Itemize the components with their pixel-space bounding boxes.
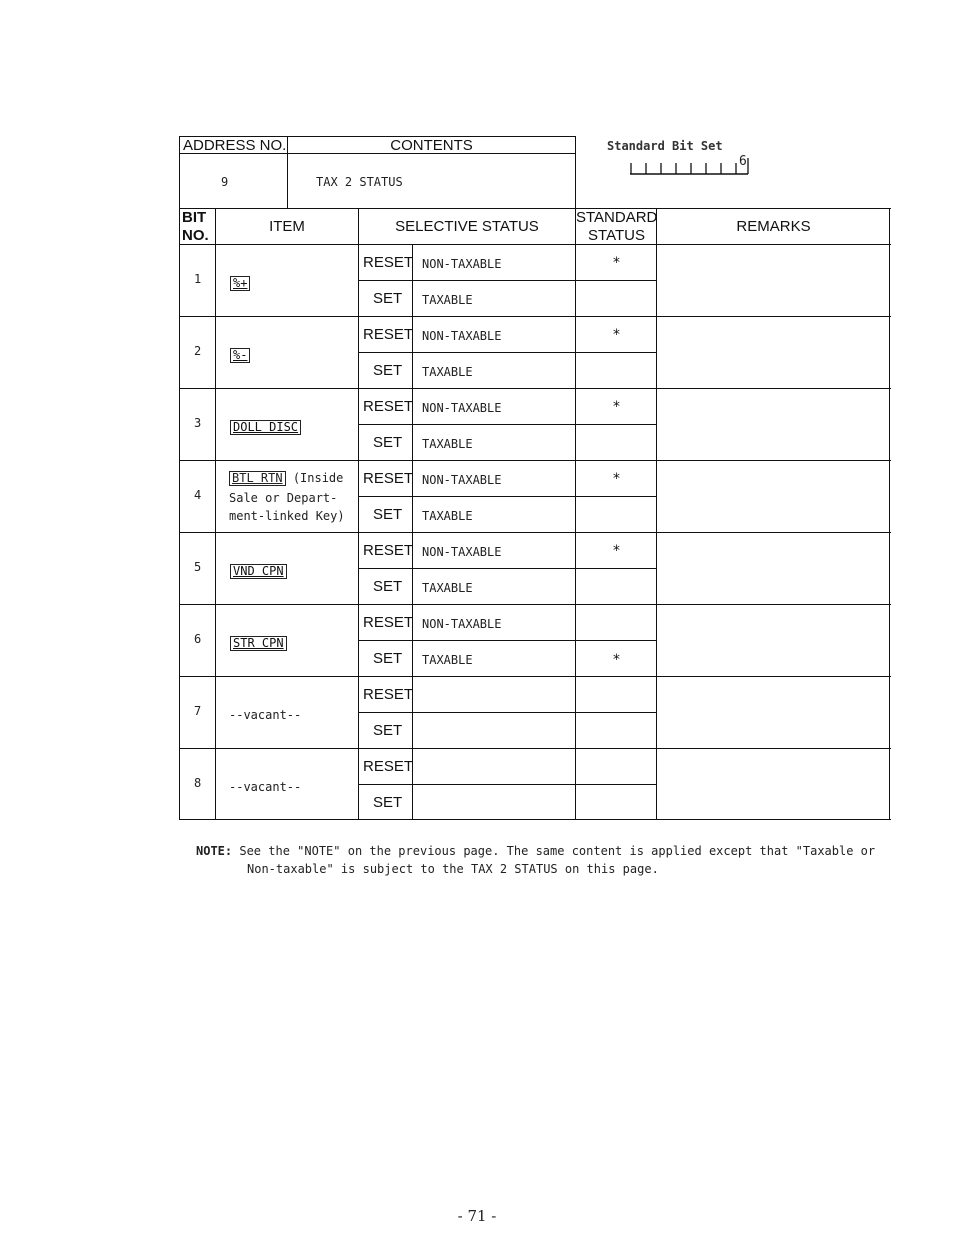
reset-description: NON-TAXABLE bbox=[422, 545, 502, 559]
set-description: TAXABLE bbox=[422, 365, 473, 379]
row-divider bbox=[179, 316, 891, 317]
set-description: TAXABLE bbox=[422, 581, 473, 595]
set-label: SET bbox=[373, 578, 403, 595]
reset-set-divider bbox=[358, 784, 656, 785]
header-box-right-border bbox=[575, 136, 576, 208]
remarks-header: REMARKS bbox=[736, 218, 811, 235]
row-divider bbox=[179, 604, 891, 605]
item-text: (Inside bbox=[292, 471, 344, 485]
reset-description: NON-TAXABLE bbox=[422, 329, 502, 343]
reset-label: RESET bbox=[363, 326, 414, 343]
standard-bit-set-value: 6 bbox=[739, 154, 747, 169]
row-divider bbox=[179, 532, 891, 533]
reset-set-divider bbox=[358, 424, 656, 425]
set-description: TAXABLE bbox=[422, 509, 473, 523]
key-symbol bbox=[230, 634, 287, 652]
function-key-label: %+ bbox=[230, 276, 250, 291]
item-header: ITEM bbox=[269, 218, 305, 235]
item-text: --vacant-- bbox=[229, 708, 302, 722]
key-symbol bbox=[230, 562, 287, 580]
reset-set-divider bbox=[358, 280, 656, 281]
set-description: TAXABLE bbox=[422, 437, 473, 451]
bit-number: 7 bbox=[194, 704, 202, 718]
table-bottom-border bbox=[179, 819, 891, 820]
reset-description: NON-TAXABLE bbox=[422, 401, 502, 415]
page-number: - 71 - bbox=[457, 1207, 497, 1225]
bit-number: 1 bbox=[194, 272, 202, 286]
bit-number: 3 bbox=[194, 416, 202, 430]
bit-number: 8 bbox=[194, 776, 202, 790]
reset-description: NON-TAXABLE bbox=[422, 473, 502, 487]
set-label: SET bbox=[373, 290, 403, 307]
footnote-text-line2: Non-taxable" is subject to the TAX 2 STATUS on this page. bbox=[247, 862, 659, 876]
standard-bit-set-label: Standard Bit Set bbox=[607, 139, 723, 153]
footnote-line1 bbox=[196, 842, 896, 860]
col-divider-selective bbox=[575, 208, 576, 820]
reset-label: RESET bbox=[363, 398, 414, 415]
bit-number: 5 bbox=[194, 560, 202, 574]
reset-standard-mark: * bbox=[612, 399, 621, 415]
address-value: 9 bbox=[221, 175, 229, 189]
bit-number: 6 bbox=[194, 632, 202, 646]
key-symbol bbox=[230, 346, 250, 364]
reset-label: RESET bbox=[363, 470, 414, 487]
reset-standard-mark: * bbox=[612, 255, 621, 271]
set-label: SET bbox=[373, 362, 403, 379]
set-description: TAXABLE bbox=[422, 653, 473, 667]
reset-label: RESET bbox=[363, 254, 414, 271]
contents-value: TAX 2 STATUS bbox=[316, 175, 403, 189]
reset-standard-mark: * bbox=[612, 543, 621, 559]
bit-number: 4 bbox=[194, 488, 202, 502]
reset-set-divider bbox=[358, 568, 656, 569]
function-key-label: STR CPN bbox=[230, 636, 287, 651]
reset-label: RESET bbox=[363, 542, 414, 559]
table-left-border bbox=[179, 208, 180, 820]
item-text: --vacant-- bbox=[229, 780, 302, 794]
col-divider-item bbox=[358, 208, 359, 820]
set-label: SET bbox=[373, 794, 403, 811]
set-label: SET bbox=[373, 434, 403, 451]
row-divider bbox=[179, 676, 891, 677]
bit-no-header-line2: NO. bbox=[182, 227, 209, 244]
selective-status-header: SELECTIVE STATUS bbox=[395, 218, 539, 235]
set-label: SET bbox=[373, 722, 403, 739]
reset-standard-mark: * bbox=[612, 471, 621, 487]
key-symbol bbox=[230, 418, 301, 436]
table-top-border bbox=[179, 208, 891, 209]
item-text-line2: Sale or Depart- bbox=[229, 491, 338, 505]
standard-status-header-line1: STANDARD bbox=[576, 209, 658, 226]
reset-standard-mark: * bbox=[612, 327, 621, 343]
reset-label: RESET bbox=[363, 614, 414, 631]
row-divider bbox=[179, 388, 891, 389]
table-header-bottom-border bbox=[179, 244, 891, 245]
bit-no-header-line1: BIT bbox=[182, 209, 207, 226]
reset-label: RESET bbox=[363, 686, 414, 703]
function-key-label: VND CPN bbox=[230, 564, 287, 579]
address-no-label: ADDRESS NO. bbox=[183, 137, 287, 154]
item-cell-line1 bbox=[229, 471, 343, 486]
reset-description: NON-TAXABLE bbox=[422, 617, 502, 631]
key-symbol bbox=[230, 274, 250, 292]
table-right-border bbox=[889, 208, 890, 820]
bit-number: 2 bbox=[194, 344, 202, 358]
standard-status-header-line2: STATUS bbox=[588, 227, 645, 244]
footnote-text-line1: See the "NOTE" on the previous page. The same content is applied except that "Taxable or bbox=[239, 844, 876, 858]
reset-description: NON-TAXABLE bbox=[422, 257, 502, 271]
set-label: SET bbox=[373, 506, 403, 523]
set-standard-mark: * bbox=[612, 652, 621, 668]
reset-set-divider bbox=[358, 352, 656, 353]
footnote bbox=[196, 842, 896, 878]
reset-set-divider bbox=[358, 712, 656, 713]
reset-set-divider bbox=[358, 640, 656, 641]
function-key-label: %- bbox=[230, 348, 250, 363]
col-divider-bit bbox=[215, 208, 216, 820]
function-key-label: DOLL DISC bbox=[230, 420, 301, 435]
row-divider bbox=[179, 460, 891, 461]
footnote-label: NOTE: bbox=[196, 844, 233, 858]
reset-set-divider bbox=[358, 496, 656, 497]
contents-label: CONTENTS bbox=[390, 137, 473, 154]
set-description: TAXABLE bbox=[422, 293, 473, 307]
function-key-label: BTL RTN bbox=[229, 471, 286, 486]
item-text-line3: ment-linked Key) bbox=[229, 509, 345, 523]
col-divider-standard bbox=[656, 208, 657, 820]
set-label: SET bbox=[373, 650, 403, 667]
reset-label: RESET bbox=[363, 758, 414, 775]
header-box-left-border bbox=[179, 136, 180, 208]
row-divider bbox=[179, 748, 891, 749]
